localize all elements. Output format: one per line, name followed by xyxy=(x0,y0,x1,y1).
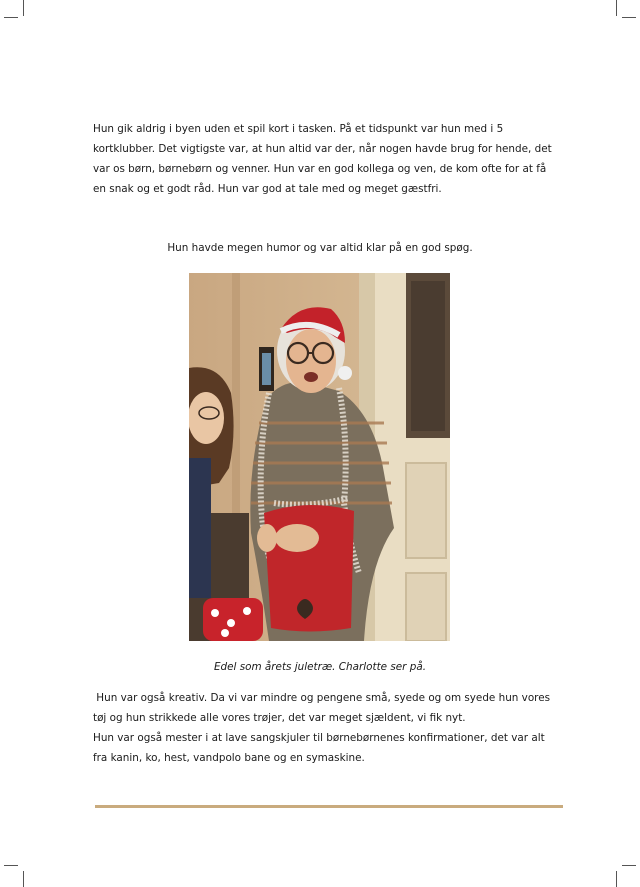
crop-mark xyxy=(622,865,636,866)
text-line: tøj og hun strikkede alle vores trøjer, det var meget sjældent, vi fik nyt. xyxy=(93,712,466,724)
crop-mark xyxy=(4,17,18,18)
crop-mark xyxy=(23,871,24,887)
crop-mark xyxy=(616,0,617,16)
text-line: en snak og et godt råd. Hun var god at tale med og meget gæstfri. xyxy=(93,183,442,195)
text-line: fra kanin, ko, hest, vandpolo bane og en symaskine. xyxy=(93,752,365,764)
paragraph-cards xyxy=(93,119,552,199)
photo-caption: Edel som årets juletræ. Charlotte ser på. xyxy=(213,661,427,673)
text-line: var os børn, børnebørn og venner. Hun var en god kollega og ven, de kom ofte for at få xyxy=(93,163,547,175)
crop-mark xyxy=(4,865,18,866)
text-line: Hun var også kreativ. Da vi var mindre og pengene små, syede og om syede hun vores xyxy=(93,692,551,704)
text-line: kortklubber. Det vigtigste var, at hun altid var der, når nogen havde brug for hende, det xyxy=(93,143,552,155)
paragraph-creative xyxy=(93,688,551,768)
footer-rule xyxy=(95,805,563,808)
crop-mark xyxy=(622,17,636,18)
text-line: Hun var også mester i at lave sangskjuler til børnebørnenes konfirmationer, det var alt xyxy=(93,732,545,744)
crop-mark xyxy=(23,0,24,16)
crop-mark xyxy=(616,871,617,887)
text-line: Hun gik aldrig i byen uden et spil kort i tasken. På et tidspunkt var hun med i 5 xyxy=(93,123,504,135)
humor-line: Hun havde megen humor og var altid klar på en god spøg. xyxy=(167,242,473,254)
photo-edel-christmas-tree xyxy=(189,273,450,641)
